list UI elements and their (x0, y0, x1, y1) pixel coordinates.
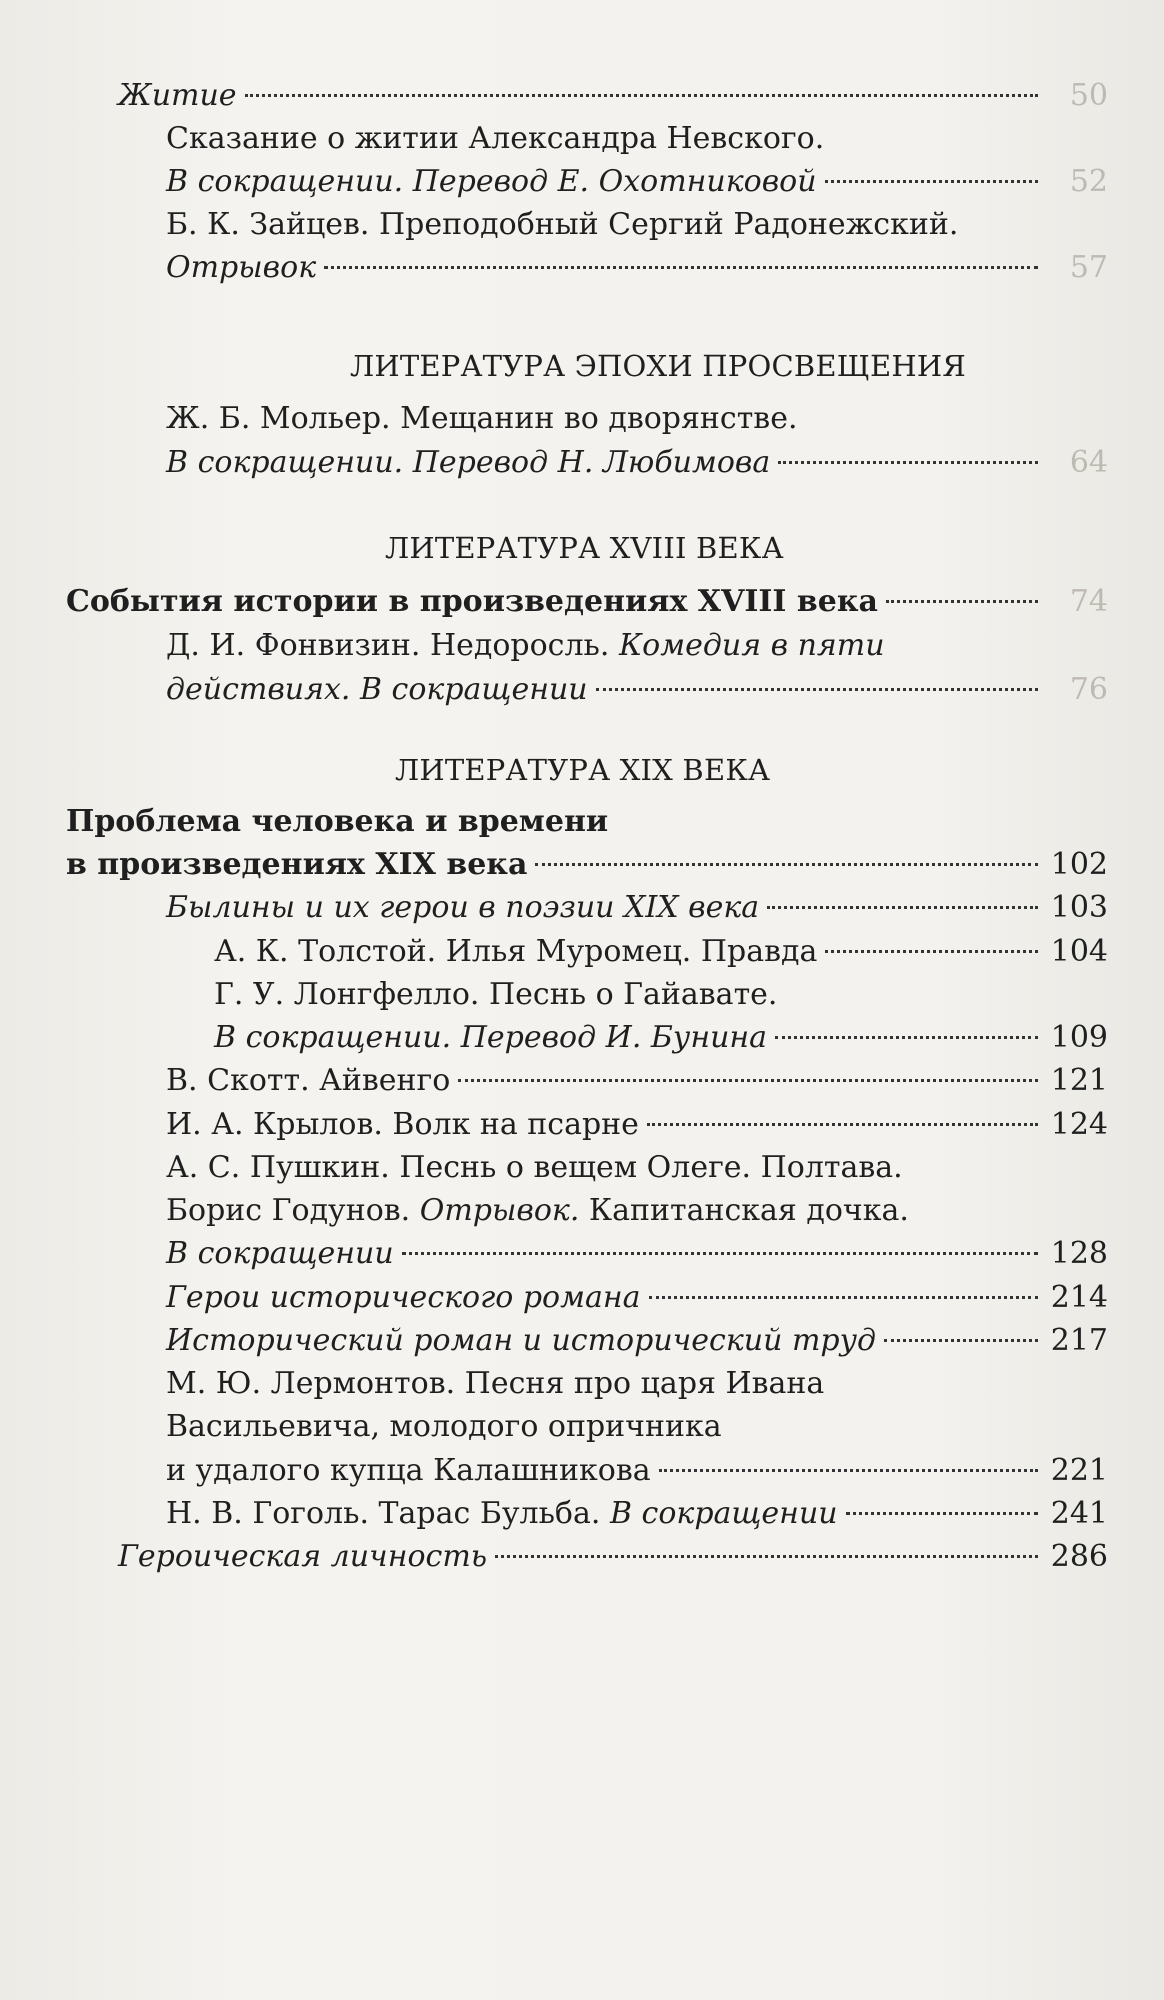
toc-entry (166, 1059, 1108, 1103)
entry-title-continued: Капитанская дочка. (579, 1193, 909, 1228)
entry-title: Борис Годунов. (166, 1193, 420, 1228)
page-number: 241 (1050, 1496, 1108, 1531)
toc-entry (166, 1146, 903, 1190)
page-number: 52 (1069, 164, 1108, 199)
page-number: 104 (1050, 934, 1108, 969)
leader-dots (596, 688, 1038, 691)
toc-entry (214, 973, 777, 1017)
section-heading: ЛИТЕРАТУРА XIX ВЕКА (395, 753, 771, 787)
toc-entry (166, 1189, 909, 1233)
toc-entry (166, 624, 885, 668)
toc-entry (166, 1449, 1108, 1493)
page-number: 57 (1069, 250, 1108, 285)
entry-subtitle: В сокращении (609, 1496, 838, 1531)
toc-entry (166, 1362, 824, 1406)
entry-title: Герои исторического романа (166, 1280, 641, 1315)
toc-entry (118, 74, 1108, 118)
toc-entry (166, 160, 1108, 204)
leader-dots (458, 1079, 1038, 1082)
toc-entry (166, 397, 797, 441)
toc-entry (166, 668, 1108, 712)
page-number: 286 (1050, 1539, 1108, 1574)
leader-dots (535, 863, 1038, 866)
entry-title: Былины и их герои в поэзии XIX века (166, 890, 760, 925)
toc-entry (166, 886, 1108, 930)
page-number: 103 (1050, 890, 1108, 925)
leader-dots (825, 950, 1038, 953)
toc-entry (166, 117, 824, 161)
section-heading: ЛИТЕРАТУРА XVIII ВЕКА (385, 531, 784, 565)
entry-title: Д. И. Фонвизин. Недоросль. (166, 628, 619, 663)
entry-title: В сокращении (166, 1236, 394, 1271)
page-number: 221 (1050, 1453, 1108, 1488)
page-number: 124 (1050, 1107, 1108, 1142)
leader-dots (884, 1339, 1038, 1342)
page-number: 217 (1050, 1323, 1108, 1358)
entry-title: Житие (118, 78, 237, 113)
entry-subtitle: Отрывок. (419, 1193, 580, 1228)
entry-title: В сокращении. Перевод И. Бунина (214, 1020, 768, 1055)
toc-entry (166, 1276, 1108, 1320)
entry-subtitle: Комедия в пяти (618, 628, 885, 663)
page-number: 102 (1050, 847, 1108, 882)
page-number: 214 (1050, 1280, 1108, 1315)
leader-dots (846, 1512, 1038, 1515)
toc-entry (166, 246, 1108, 290)
entry-title-main: Н. В. Гоголь. Тарас Бульба. (166, 1496, 610, 1531)
page-number: 76 (1069, 672, 1108, 707)
entry-title: Героическая личность (118, 1539, 488, 1574)
entry-title: действиях. В сокращении (166, 672, 588, 707)
page-number: 109 (1050, 1020, 1108, 1055)
entry-title: В. Скотт. Айвенго (166, 1063, 451, 1098)
toc-entry (166, 1405, 722, 1449)
entry-title: События истории в произведениях XVIII века (66, 584, 878, 619)
toc-entry (214, 930, 1108, 974)
toc-entry (166, 1492, 1108, 1536)
entry-title: Ж. Б. Мольер. Мещанин во дворянстве. (166, 401, 798, 436)
entry-title: Васильевича, молодого опричника (166, 1409, 722, 1444)
entry-title: Исторический роман и исторический труд (166, 1323, 877, 1358)
entry-title: Б. К. Зайцев. Преподобный Сергий Радонежский. (166, 207, 959, 242)
leader-dots (324, 266, 1038, 269)
toc-entry (118, 1535, 1108, 1579)
leader-dots (495, 1555, 1038, 1558)
page-number: 50 (1069, 78, 1108, 113)
toc-entry (166, 1319, 1108, 1363)
entry-title: Г. У. Лонгфелло. Песнь о Гайавате. (214, 977, 778, 1012)
entry-title: Проблема человека и времени (66, 804, 609, 839)
leader-dots (649, 1296, 1038, 1299)
toc-entry (214, 1016, 1108, 1060)
toc-entry (166, 1232, 1108, 1276)
leader-dots (775, 1036, 1038, 1039)
leader-dots (886, 600, 1038, 603)
toc-entry (66, 843, 1108, 887)
entry-title: Сказание о житии Александра Невского. (166, 121, 825, 156)
leader-dots (767, 906, 1038, 909)
toc-entry (166, 1103, 1108, 1147)
page-number: 121 (1050, 1063, 1108, 1098)
toc-entry (66, 580, 1108, 624)
leader-dots (402, 1252, 1038, 1255)
page-number: 128 (1050, 1236, 1108, 1271)
entry-title: и удалого купца Калашникова (166, 1453, 651, 1488)
entry-title: И. А. Крылов. Волк на псарне (166, 1107, 639, 1142)
leader-dots (647, 1123, 1038, 1126)
entry-title: А. С. Пушкин. Песнь о вещем Олеге. Полтава. (166, 1150, 903, 1185)
entry-title: в произведениях XIX века (66, 847, 528, 882)
entry-title (166, 1492, 838, 1536)
leader-dots (245, 94, 1038, 97)
toc-entry (166, 441, 1108, 485)
toc-entry (166, 203, 958, 247)
entry-title: В сокращении. Перевод Е. Охотниковой (166, 164, 817, 199)
section-heading: ЛИТЕРАТУРА ЭПОХИ ПРОСВЕЩЕНИЯ (350, 349, 966, 383)
page-number: 64 (1069, 445, 1108, 480)
leader-dots (778, 461, 1038, 464)
page-number: 74 (1069, 584, 1108, 619)
leader-dots (659, 1469, 1038, 1472)
leader-dots (825, 180, 1038, 183)
entry-title: В сокращении. Перевод Н. Любимова (166, 445, 771, 480)
toc-entry (66, 800, 608, 844)
entry-title: А. К. Толстой. Илья Муромец. Правда (214, 934, 818, 969)
entry-title: Отрывок (166, 250, 317, 285)
entry-title: М. Ю. Лермонтов. Песня про царя Ивана (166, 1366, 825, 1401)
